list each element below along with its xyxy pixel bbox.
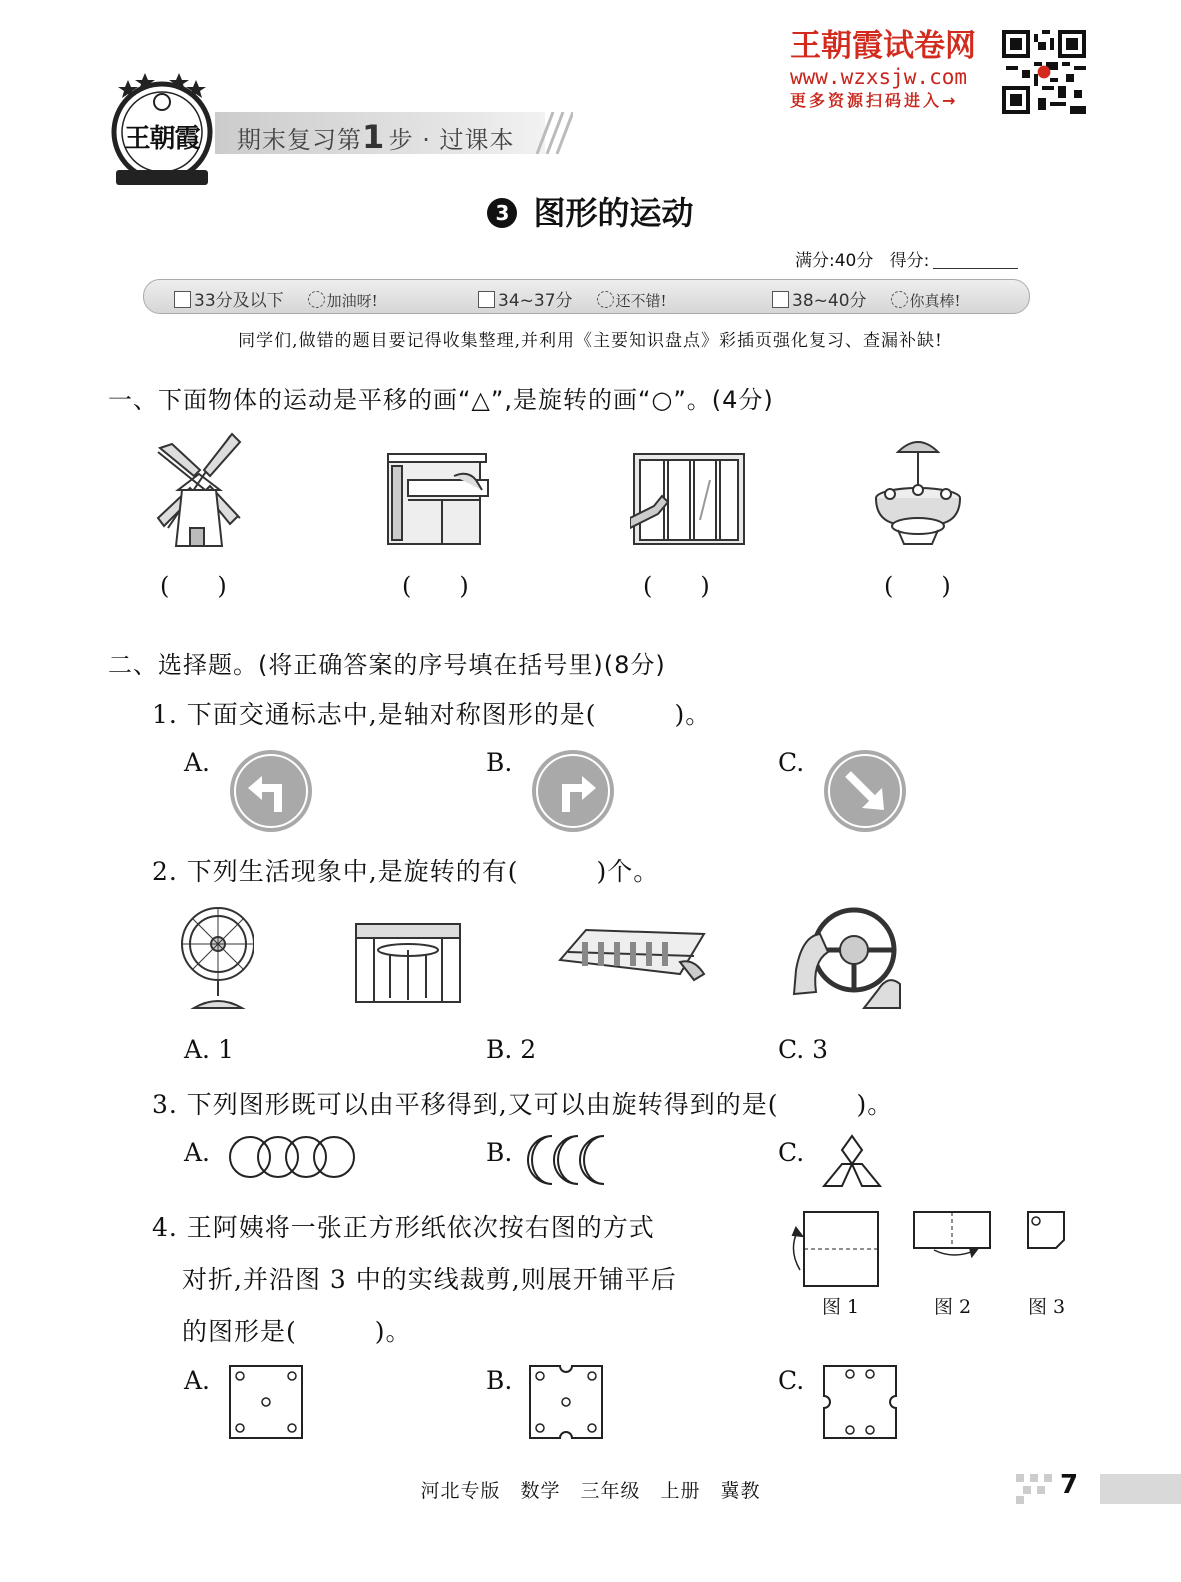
rating-item [174,286,378,311]
option-a[interactable]: A. [184,1366,211,1395]
question-4-line-1: 4. 王阿姨将一张正方形纸依次按右图的方式 [152,1213,655,1242]
smiley-icon [891,291,908,308]
step-banner [215,108,575,158]
study-tip: 同学们,做错的题目要记得收集整理,并利用《主要知识盘点》彩插页强化复习、查漏补缺! [238,331,943,351]
brand-name: 王朝霞试卷网 [790,28,976,64]
rating-range: 38~40分 [792,291,867,311]
turn-left-sign-icon [228,748,314,834]
rating-checkbox[interactable] [174,291,191,308]
question-1: 1. 下面交通标志中,是轴对称图形的是( )。 [152,700,712,729]
figure-2-label: 图 2 [934,1296,972,1318]
question-4-line-3: 的图形是( )。 [182,1317,412,1346]
diagonal-arrow-sign-icon [822,748,908,834]
option-b[interactable]: B. [486,1366,513,1395]
unit-number-badge: 3 [487,198,517,228]
question-3: 3. 下列图形既可以由平移得到,又可以由旋转得到的是( )。 [152,1090,894,1119]
option-b[interactable]: B. 2 [486,1035,537,1064]
sliding-window-icon [630,450,748,548]
revolving-door-icon [352,920,464,1006]
question-2: 2. 下列生活现象中,是旋转的有( )个。 [152,857,660,886]
fold-figure-3 [1024,1208,1068,1252]
score-label: 得分: [889,251,930,271]
unfolded-shape-b [526,1362,606,1442]
brand-slogan: 更多资源扫码进入→ [790,91,959,110]
option-c[interactable]: C. [778,748,805,777]
steering-wheel-icon [790,904,910,1010]
fold-figure-1 [788,1208,884,1292]
step-number: 1 [362,118,386,156]
electric-fan-icon [178,904,254,1010]
section-2-title: 二、选择题。(将正确答案的序号填在括号里)(8分) [108,651,666,679]
brand-logo [108,68,216,188]
logo-text: 王朝霞 [124,124,200,154]
step-suffix: 步 · 过课本 [388,126,515,154]
rating-item [478,286,667,311]
rating-checkbox[interactable] [478,291,495,308]
qr-code-icon[interactable] [1002,30,1086,114]
section-1-title: 一、下面物体的运动是平移的画“△”,是旋转的画“○”。(4分) [108,386,774,414]
crescent-moons-figure [526,1132,622,1188]
rating-bar [143,279,1030,314]
smiley-icon [597,291,614,308]
answer-paren[interactable]: ( ) [402,572,469,600]
figure-1-label: 图 1 [822,1296,860,1318]
page-number: 7 [1060,1470,1079,1500]
option-c[interactable]: C. [778,1138,805,1167]
option-b[interactable]: B. [486,1138,513,1167]
rating-label: 加油呀! [326,292,378,310]
smiley-icon [308,291,325,308]
answer-paren[interactable]: ( ) [160,572,227,600]
title-text: 图形的运动 [533,194,694,232]
score-line [795,246,1018,271]
brand-url[interactable]: www.wzxsjw.com [790,65,968,89]
windmill-icon [150,430,250,548]
overlapping-circles-figure [228,1134,358,1180]
page-tab-bar [1100,1474,1181,1504]
three-diamonds-figure [822,1134,882,1190]
option-b[interactable]: B. [486,748,513,777]
turn-right-sign-icon [530,748,616,834]
abacus-icon [556,920,708,986]
rating-checkbox[interactable] [772,291,789,308]
full-score: 满分:40分 [795,251,874,271]
footer-info: 河北专版 数学 三年级 上册 冀教 [420,1480,761,1502]
rating-item [772,286,961,311]
carousel-icon [868,430,968,548]
step-prefix: 期末复习第 [237,126,362,154]
score-blank[interactable] [933,252,1018,269]
answer-paren[interactable]: ( ) [643,572,710,600]
option-c[interactable]: C. [778,1366,805,1395]
rating-label: 你真棒! [909,292,961,310]
page-title [0,188,1181,234]
option-a[interactable]: A. [184,748,211,777]
rating-label: 还不错! [615,292,667,310]
option-a[interactable]: A. 1 [184,1035,234,1064]
option-a[interactable]: A. [184,1138,211,1167]
answer-paren[interactable]: ( ) [884,572,951,600]
brand-block [790,28,1005,112]
pattern-icon [1014,1472,1056,1506]
rating-range: 34~37分 [498,291,573,311]
unfolded-shape-a [226,1362,306,1442]
fold-figure-2 [910,1210,994,1260]
figure-3-label: 图 3 [1028,1296,1066,1318]
option-c[interactable]: C. 3 [778,1035,829,1064]
unfolded-shape-c [820,1362,900,1442]
drawer-icon [384,450,492,548]
rating-range: 33分及以下 [194,291,284,311]
question-4-line-2: 对折,并沿图 3 中的实线裁剪,则展开铺平后 [182,1265,677,1294]
